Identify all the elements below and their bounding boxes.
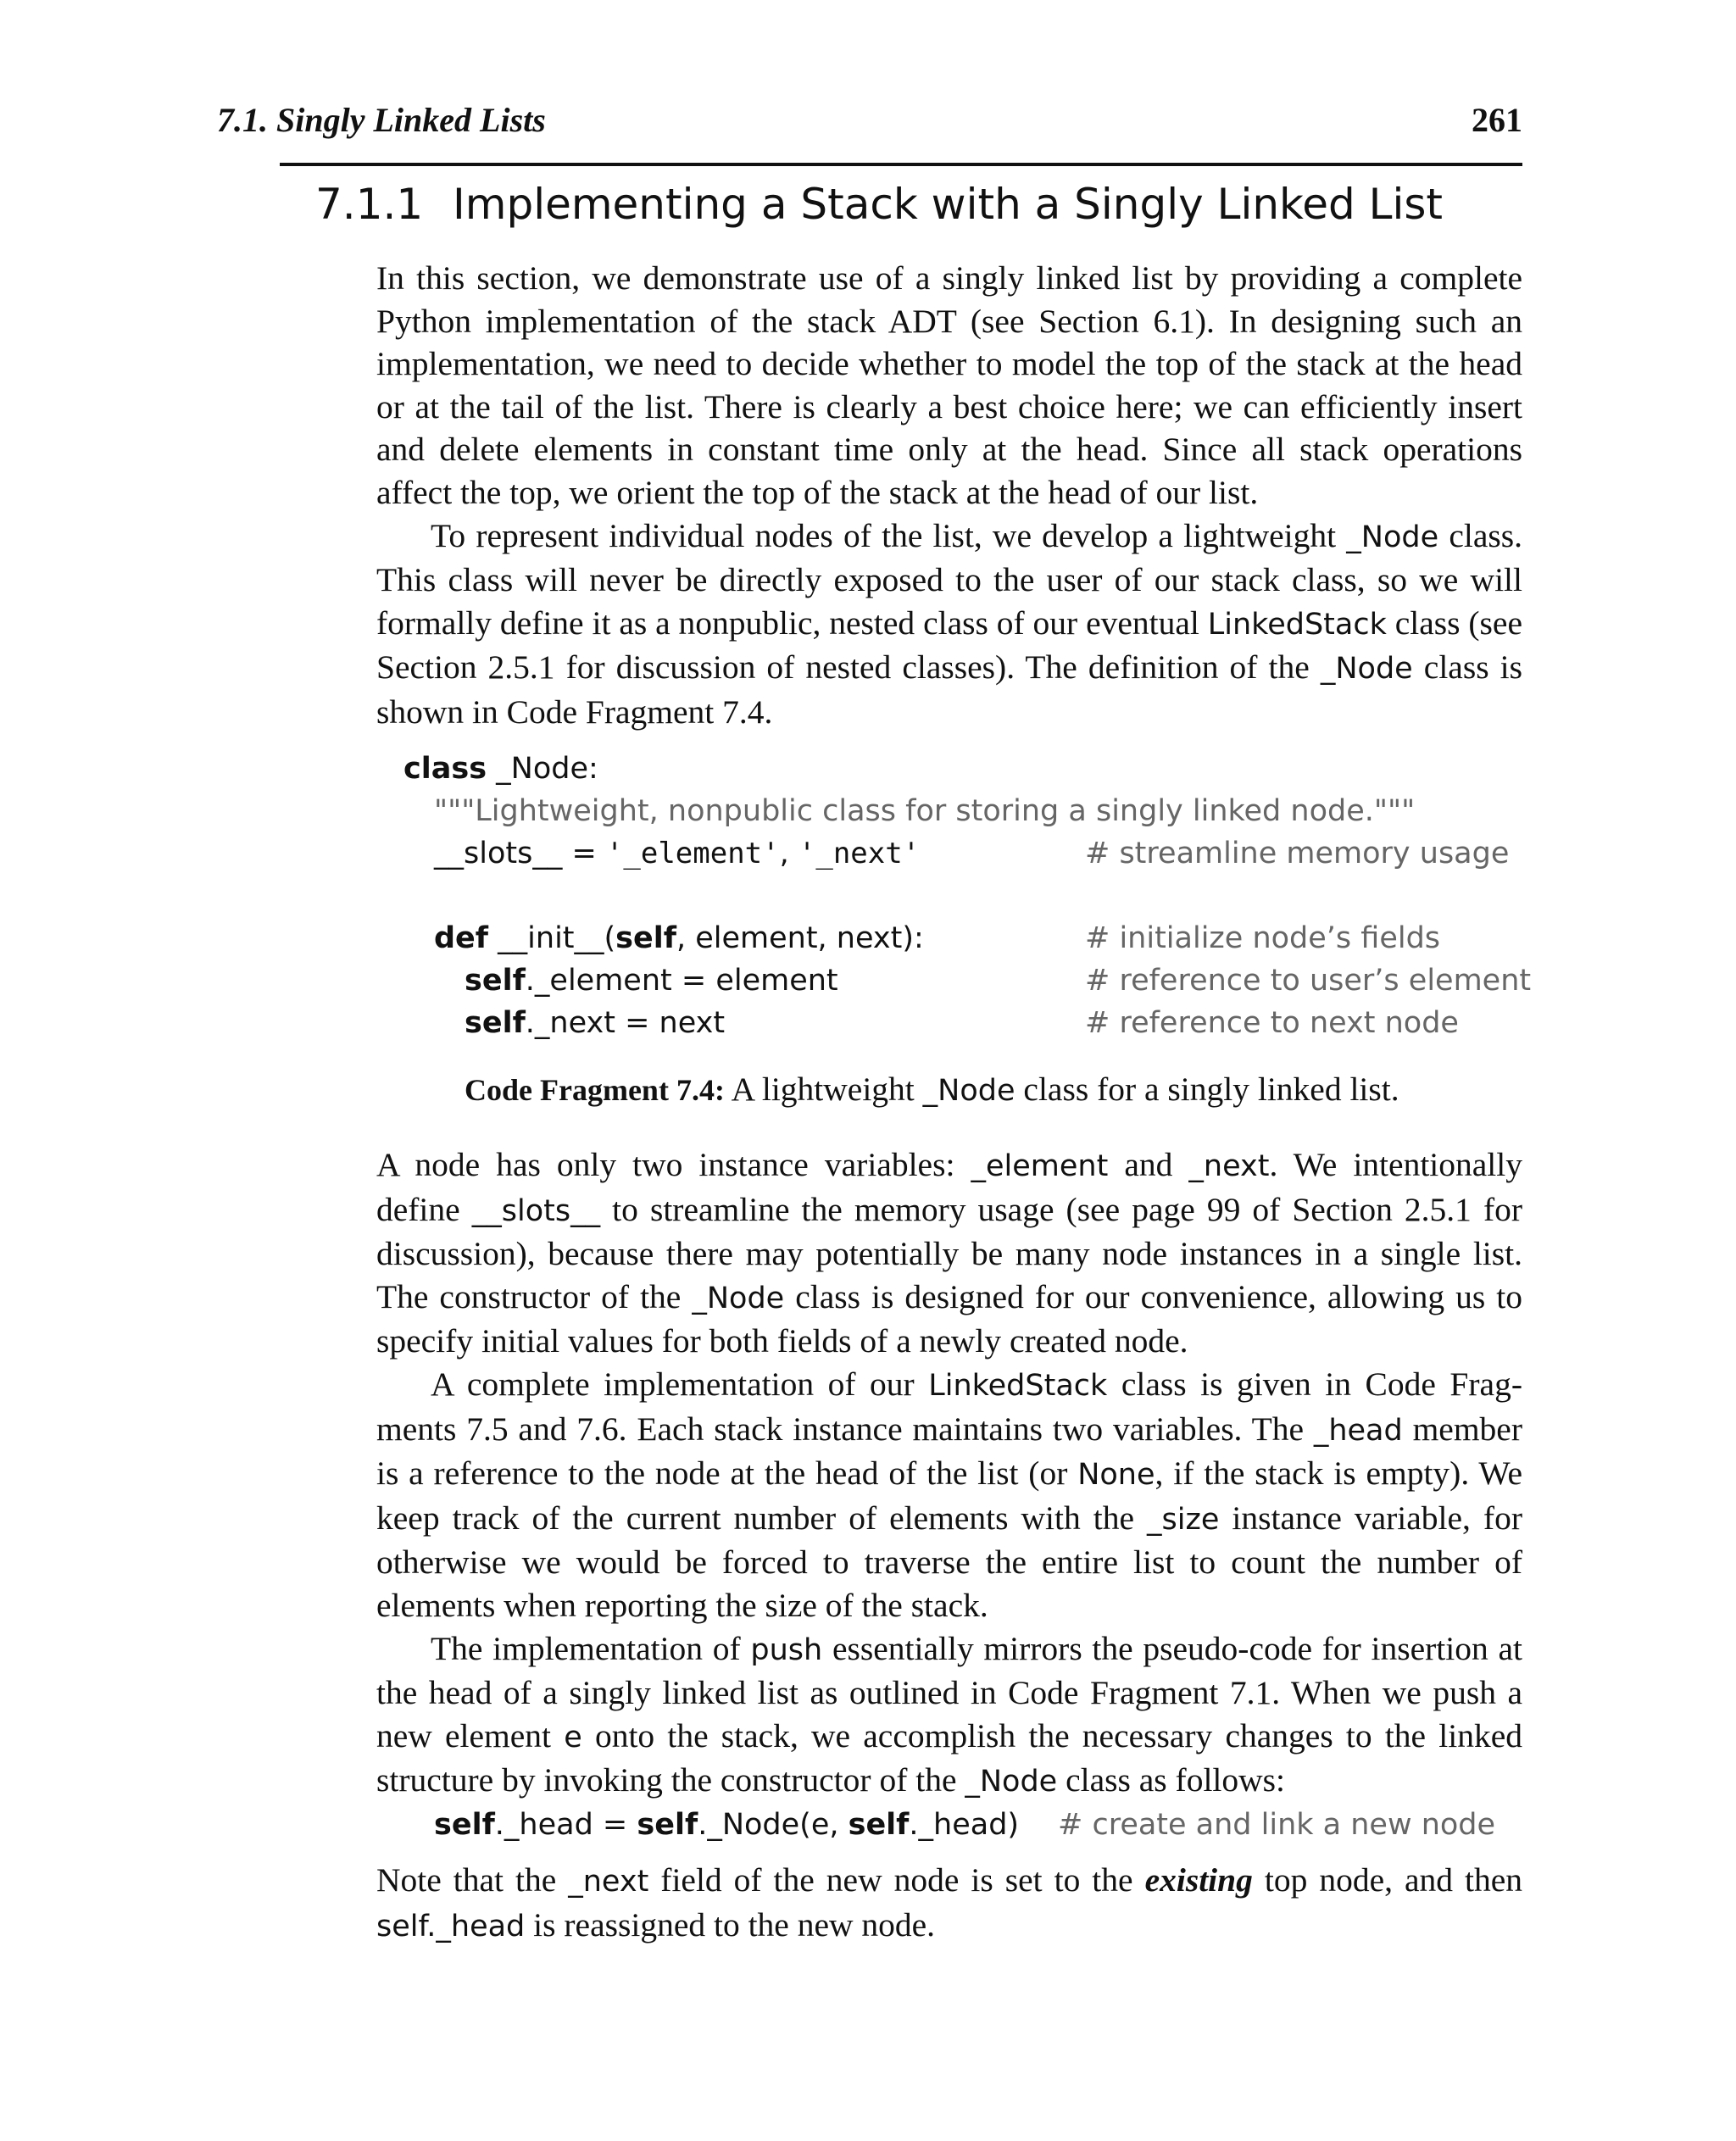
text-block-closing bbox=[376, 1859, 1522, 1948]
paragraph-4-text: class is given in Code Fragments 7.5 and 7.6. Each stack instance maintains two variables. The bbox=[376, 1365, 1522, 1448]
paragraph-4 bbox=[376, 1363, 1522, 1627]
running-header bbox=[217, 100, 1522, 140]
paragraph-2-text: class. This class will never be directly exposed to the user of our stack class, so we will formally define it as a nonpublic, nested class of our eventual bbox=[376, 516, 1522, 642]
code-ref-node: _Node bbox=[922, 1074, 1015, 1108]
paragraph-6 bbox=[376, 1859, 1522, 1948]
paragraph-3-text: A node has only two instance variables: bbox=[376, 1146, 971, 1183]
string-literal: '_next' bbox=[798, 837, 921, 870]
code-ref-slots: __slots__ bbox=[471, 1193, 601, 1228]
paragraph-5-text: class as follows: bbox=[1057, 1761, 1286, 1799]
code-text: _Node: bbox=[487, 752, 598, 786]
keyword: self bbox=[615, 921, 676, 955]
header-rule bbox=[280, 163, 1522, 166]
paragraph-2 bbox=[376, 514, 1522, 734]
string-literal: '_element' bbox=[605, 837, 780, 870]
paragraph-5-text: The implementation of bbox=[431, 1629, 751, 1667]
paragraph-5-text: onto the stack, we accomplish the necessary changes to the linked structure by invoking the constructor of the bbox=[376, 1716, 1522, 1799]
caption-text: A lightweight bbox=[724, 1070, 923, 1108]
paragraph-4-text: member is a reference to the node at the head of the list (or bbox=[376, 1410, 1522, 1493]
text-block-intro bbox=[376, 257, 1522, 734]
caption-label: Code Fragment 7.4: bbox=[465, 1073, 725, 1107]
code-line-4 bbox=[434, 917, 924, 959]
paragraph-6-text: is reassigned to the new node. bbox=[525, 1905, 936, 1944]
paragraph-6-text: top node, and then bbox=[1252, 1861, 1522, 1899]
code-fragment-caption bbox=[465, 1070, 1399, 1109]
code-ref-next: _next bbox=[1188, 1149, 1270, 1183]
keyword: self bbox=[434, 1808, 495, 1842]
push-statement bbox=[434, 1804, 1019, 1846]
subsection-title: Implementing a Stack with a Singly Linked List bbox=[453, 180, 1444, 229]
code-line-push bbox=[434, 1804, 1527, 1849]
subsection-heading bbox=[315, 180, 1443, 229]
keyword: self bbox=[848, 1808, 910, 1842]
code-ref-size: _size bbox=[1147, 1502, 1220, 1537]
paragraph-2-text: class is shown in Code Fragment 7.4. bbox=[376, 648, 1522, 731]
code-text: , element, next): bbox=[676, 921, 924, 955]
code-ref-push: push bbox=[750, 1632, 823, 1667]
code-ref-next: _next bbox=[568, 1865, 649, 1899]
paragraph-4-text: instance variable, for otherwise we would be forced to traverse the entire list to count the number of elements when reporting the size of the stack. bbox=[376, 1499, 1522, 1624]
paragraph-5-text: essentially mirrors the pseudo-code for insertion at the head of a singly linked list as outlined in Code Fragment 7.1. When we push a new element bbox=[376, 1629, 1522, 1755]
code-ref-node: _Node bbox=[1346, 520, 1439, 554]
code-text: ._head = bbox=[494, 1808, 637, 1842]
code-ref-node: _Node bbox=[965, 1765, 1058, 1799]
page-number: 261 bbox=[1472, 101, 1522, 139]
code-text: ._Node(e, bbox=[698, 1808, 849, 1842]
keyword: self bbox=[465, 1006, 526, 1040]
paragraph-3-text: to streamline the memory usage (see page 99 of Section 2.5.1 for discussion), because there may potentially be many node instances in a single list. The constructor of the bbox=[376, 1190, 1522, 1315]
code-text: ._head) bbox=[909, 1808, 1020, 1842]
code-comment-4: # initialize node’s fields bbox=[1085, 921, 1441, 955]
code-ref-node: _Node bbox=[692, 1281, 785, 1315]
code-text: ._element = element bbox=[525, 964, 838, 998]
code-text: __slots__ = bbox=[434, 837, 606, 870]
running-header-section: 7.1. Singly Linked Lists bbox=[217, 101, 546, 139]
code-ref-head: _head bbox=[1313, 1413, 1403, 1448]
code-line-2-docstring: """Lightweight, nonpublic class for storing a singly linked node.""" bbox=[434, 794, 1416, 828]
code-ref-none: None bbox=[1077, 1458, 1155, 1493]
subsection-number: 7.1.1 bbox=[315, 180, 424, 229]
code-ref-node: _Node bbox=[1320, 652, 1413, 687]
paragraph-4-text: , if the stack is empty). We keep track of the current number of elements with the bbox=[376, 1454, 1522, 1537]
paragraph-3 bbox=[376, 1143, 1522, 1363]
code-text: ._next = next bbox=[525, 1006, 726, 1040]
code-line-3 bbox=[434, 832, 920, 875]
code-text: , bbox=[779, 837, 798, 870]
code-comment-3: # streamline memory usage bbox=[1085, 837, 1510, 870]
code-ref-element: _element bbox=[971, 1149, 1109, 1183]
push-comment: # create and link a new node bbox=[1058, 1808, 1496, 1842]
caption-text: class for a singly linked list. bbox=[1015, 1070, 1399, 1108]
code-fragment-7-4 bbox=[403, 748, 1531, 1053]
paragraph-6-text: field of the new node is set to the bbox=[648, 1861, 1145, 1899]
paragraph-3-text: class is designed for our convenience, allowing us to specify initial values for both fields of a newly created node. bbox=[376, 1277, 1522, 1360]
code-line-5 bbox=[465, 959, 838, 1002]
code-ref-e: e bbox=[564, 1720, 582, 1755]
code-ref-self-head: self._head bbox=[376, 1909, 526, 1944]
text-block-discussion bbox=[376, 1143, 1522, 1804]
paragraph-1: In this section, we demonstrate use of a singly linked list by providing a complete Python implementation of the stack ADT (see Section 6.1). In designing such an implementation, we need to decide whether to model the top of the stack at the head or at the tail of the list. There is clearly a best choice here; we can efficiently insert and delete elements in constant time only at the head. Since all stack operations affect the top, we orient the top of the stack at the head of our list. bbox=[376, 259, 1522, 511]
code-comment-5: # reference to user’s element bbox=[1085, 964, 1532, 998]
keyword: def bbox=[434, 921, 489, 955]
paragraph-2-text: class (see Section 2.5.1 for discussion of nested classes). The definition of the bbox=[376, 603, 1522, 687]
emphasis-existing: existing bbox=[1144, 1861, 1253, 1899]
code-line-6 bbox=[465, 1002, 725, 1044]
keyword: self bbox=[465, 964, 526, 998]
code-ref-linkedstack: LinkedStack bbox=[1207, 607, 1387, 642]
code-ref-linkedstack: LinkedStack bbox=[928, 1368, 1108, 1403]
code-comment-6: # reference to next node bbox=[1085, 1006, 1459, 1040]
code-line-1 bbox=[403, 748, 598, 790]
paragraph-3-text: . We intentionally define bbox=[376, 1146, 1522, 1228]
paragraph-3-text: and bbox=[1108, 1146, 1189, 1183]
paragraph-6-text: Note that the bbox=[376, 1861, 569, 1899]
keyword: class bbox=[403, 752, 487, 786]
paragraph-4-text: A complete implementation of our bbox=[431, 1365, 929, 1403]
paragraph-2-text: To represent individual nodes of the list, we develop a lightweight bbox=[431, 516, 1347, 554]
code-text: __init__( bbox=[488, 921, 616, 955]
keyword: self bbox=[637, 1808, 698, 1842]
paragraph-5 bbox=[376, 1627, 1522, 1804]
